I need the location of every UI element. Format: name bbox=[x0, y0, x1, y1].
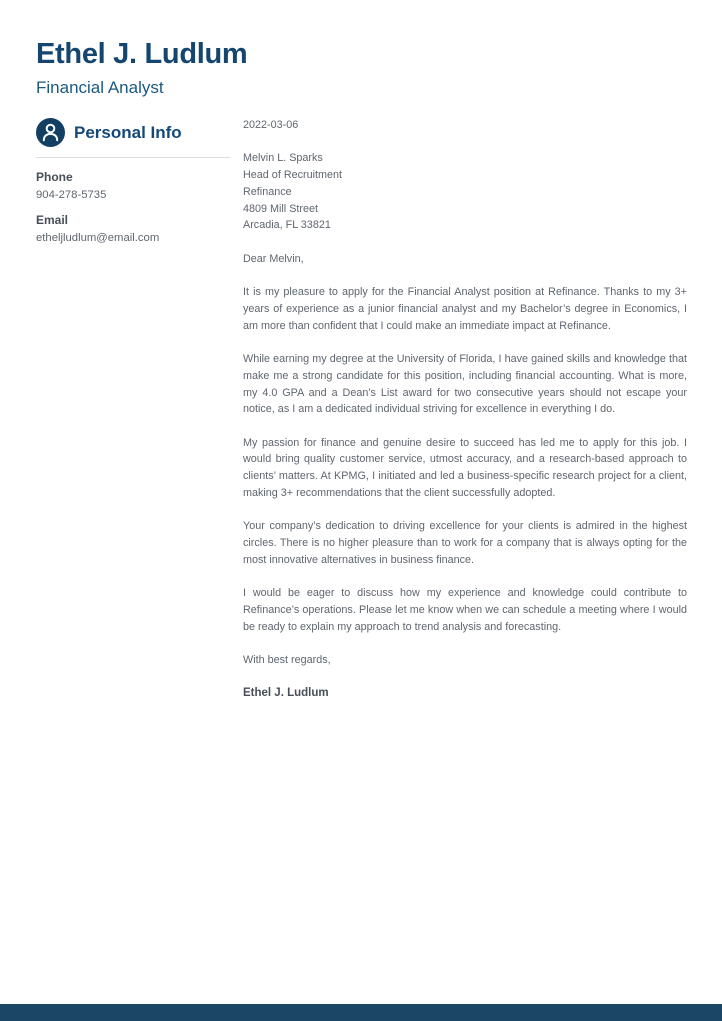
phone-label: Phone bbox=[36, 170, 73, 184]
job-title: Financial Analyst bbox=[36, 78, 164, 97]
recipient-name: Melvin L. Sparks bbox=[243, 152, 323, 165]
paragraph-4: Your company’s dedication to driving excellence for your clients is admired in the highest circles. There is no higher pleasure than to work for a company that is always opting for the most innovative alternatives in business finance. bbox=[243, 520, 687, 566]
header bbox=[36, 38, 247, 98]
person-icon bbox=[36, 118, 65, 147]
email-label: Email bbox=[36, 213, 69, 227]
paragraph-3: My passion for finance and genuine desire to succeed has led me to apply for this job. I would bring quality customer service, utmost accuracy, and a research-based approach to clients’ matters. At KPMG, I initiated and led a business-specific research project for a client, making 3+ recommendations that the client successfully adopted. bbox=[243, 436, 687, 500]
paragraph-2: While earning my degree at the University of Florida, I have gained skills and knowledge that make me a strong candidate for this position, including financial accounting. What is more, my 4.0 GPA and a Dean’s List award for two consecutive years should not escape your notice, as I am a dedicated individual striving for excellence in everything I do. bbox=[243, 352, 687, 416]
sidebar bbox=[36, 118, 230, 244]
recipient-title: Head of Recruitment bbox=[243, 169, 343, 182]
personal-info-title: Personal Info bbox=[74, 122, 182, 142]
recipient-city: Arcadia, FL 33821 bbox=[243, 219, 331, 232]
email-value: etheljludlum@email.com bbox=[36, 232, 160, 244]
recipient-block bbox=[243, 150, 687, 234]
paragraph-1: It is my pleasure to apply for the Financial Analyst position at Refinance. Thanks to my 3+ years of experience as a junior financial analyst and my Bachelor’s degree in Economics, I am more than confident that I could make an immediate impact at Refinance. bbox=[243, 286, 687, 332]
recipient-company: Refinance bbox=[243, 185, 292, 198]
letter-date: 2022-03-06 bbox=[243, 119, 299, 131]
personal-info-section-header bbox=[36, 118, 230, 158]
applicant-name: Ethel J. Ludlum bbox=[36, 38, 248, 70]
letter-body bbox=[243, 117, 687, 702]
paragraph-5: I would be eager to discuss how my experience and knowledge could contribute to Refinance’s operations. Please let me know when we can schedule a meeting where I would be ready to explain my approach to trend analysis and forecasting. bbox=[243, 587, 687, 633]
signature-name: Ethel J. Ludlum bbox=[243, 687, 329, 700]
phone-value: 904-278-5735 bbox=[36, 189, 107, 201]
closing: With best regards, bbox=[243, 654, 331, 667]
recipient-street: 4809 Mill Street bbox=[243, 202, 319, 215]
salutation: Dear Melvin, bbox=[243, 252, 304, 265]
footer-accent-bar bbox=[0, 1004, 722, 1021]
